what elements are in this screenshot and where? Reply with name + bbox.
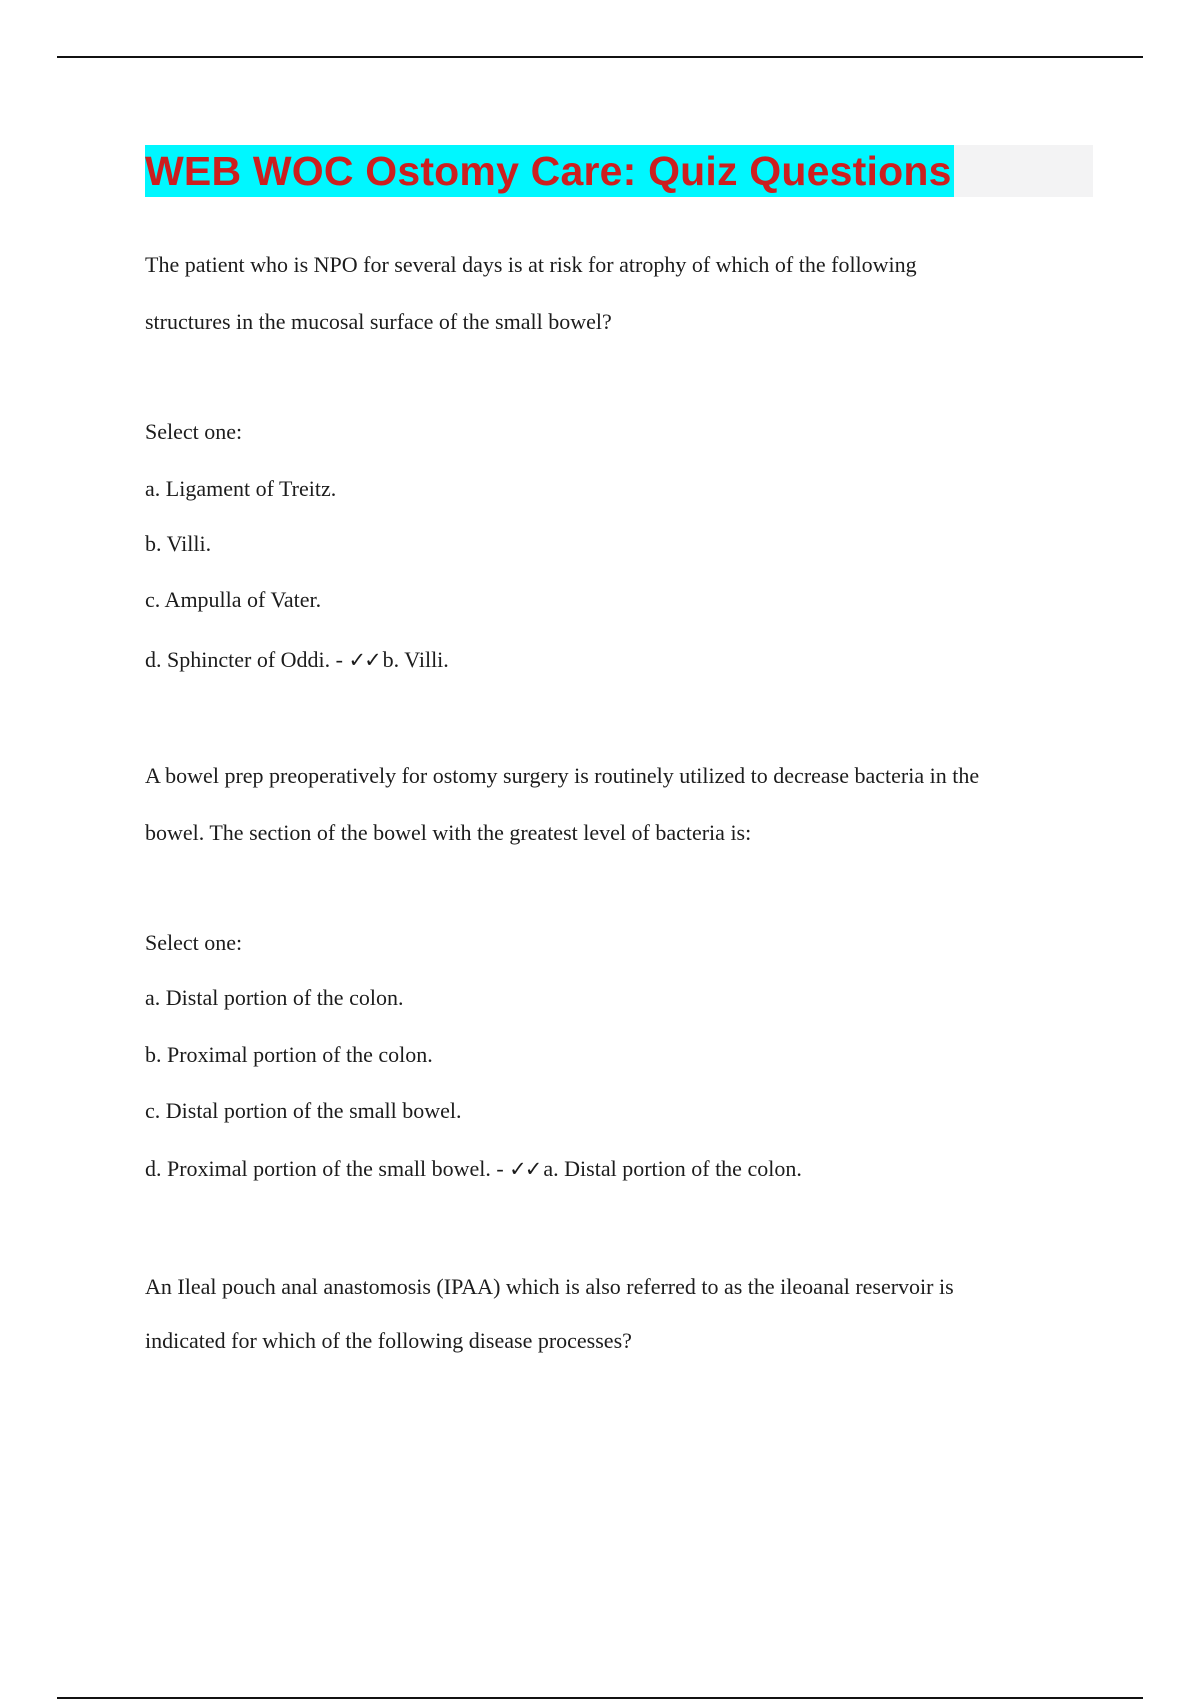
title-banner [145,145,1093,197]
double-check-icon: ✓✓ [509,1157,541,1181]
double-check-icon: ✓✓ [348,648,380,672]
question-1-option-b: b. Villi. [145,531,212,556]
question-2-option-c: c. Distal portion of the small bowel. [145,1098,462,1123]
question-1-option-d: d. Sphincter of Oddi. - [145,647,349,672]
question-2-answer: a. Distal portion of the colon. [543,1156,802,1181]
question-1-option-a: a. Ligament of Treitz. [145,476,337,501]
question-2-select-prompt: Select one: [145,930,243,955]
question-3-stem-line-1: An Ileal pouch anal anastomosis (IPAA) which is also referred to as the ileoanal reservoir is [145,1274,954,1299]
question-1-option-c: c. Ampulla of Vater. [145,587,322,612]
question-1-answer: b. Villi. [382,647,449,672]
question-1-select-prompt: Select one: [145,419,243,444]
question-2-stem-line-2: bowel. The section of the bowel with the greatest level of bacteria is: [145,820,752,845]
question-2-option-d-with-answer [145,1155,802,1183]
question-2-stem-line-1: A bowel prep preoperatively for ostomy surgery is routinely utilized to decrease bacteria in the [145,763,980,788]
footer-rule [57,1697,1143,1699]
header-rule [57,56,1143,58]
question-1-stem-line-1: The patient who is NPO for several days is at risk for atrophy of which of the following [145,252,917,277]
question-1-option-d-with-answer [145,646,449,674]
question-1-stem-line-2: structures in the mucosal surface of the small bowel? [145,309,612,334]
page-title: WEB WOC Ostomy Care: Quiz Questions [145,145,954,197]
question-2-option-a: a. Distal portion of the colon. [145,985,404,1010]
question-2-option-b: b. Proximal portion of the colon. [145,1042,433,1067]
question-2-option-d: d. Proximal portion of the small bowel. - [145,1156,510,1181]
question-3-stem-line-2: indicated for which of the following disease processes? [145,1328,632,1353]
